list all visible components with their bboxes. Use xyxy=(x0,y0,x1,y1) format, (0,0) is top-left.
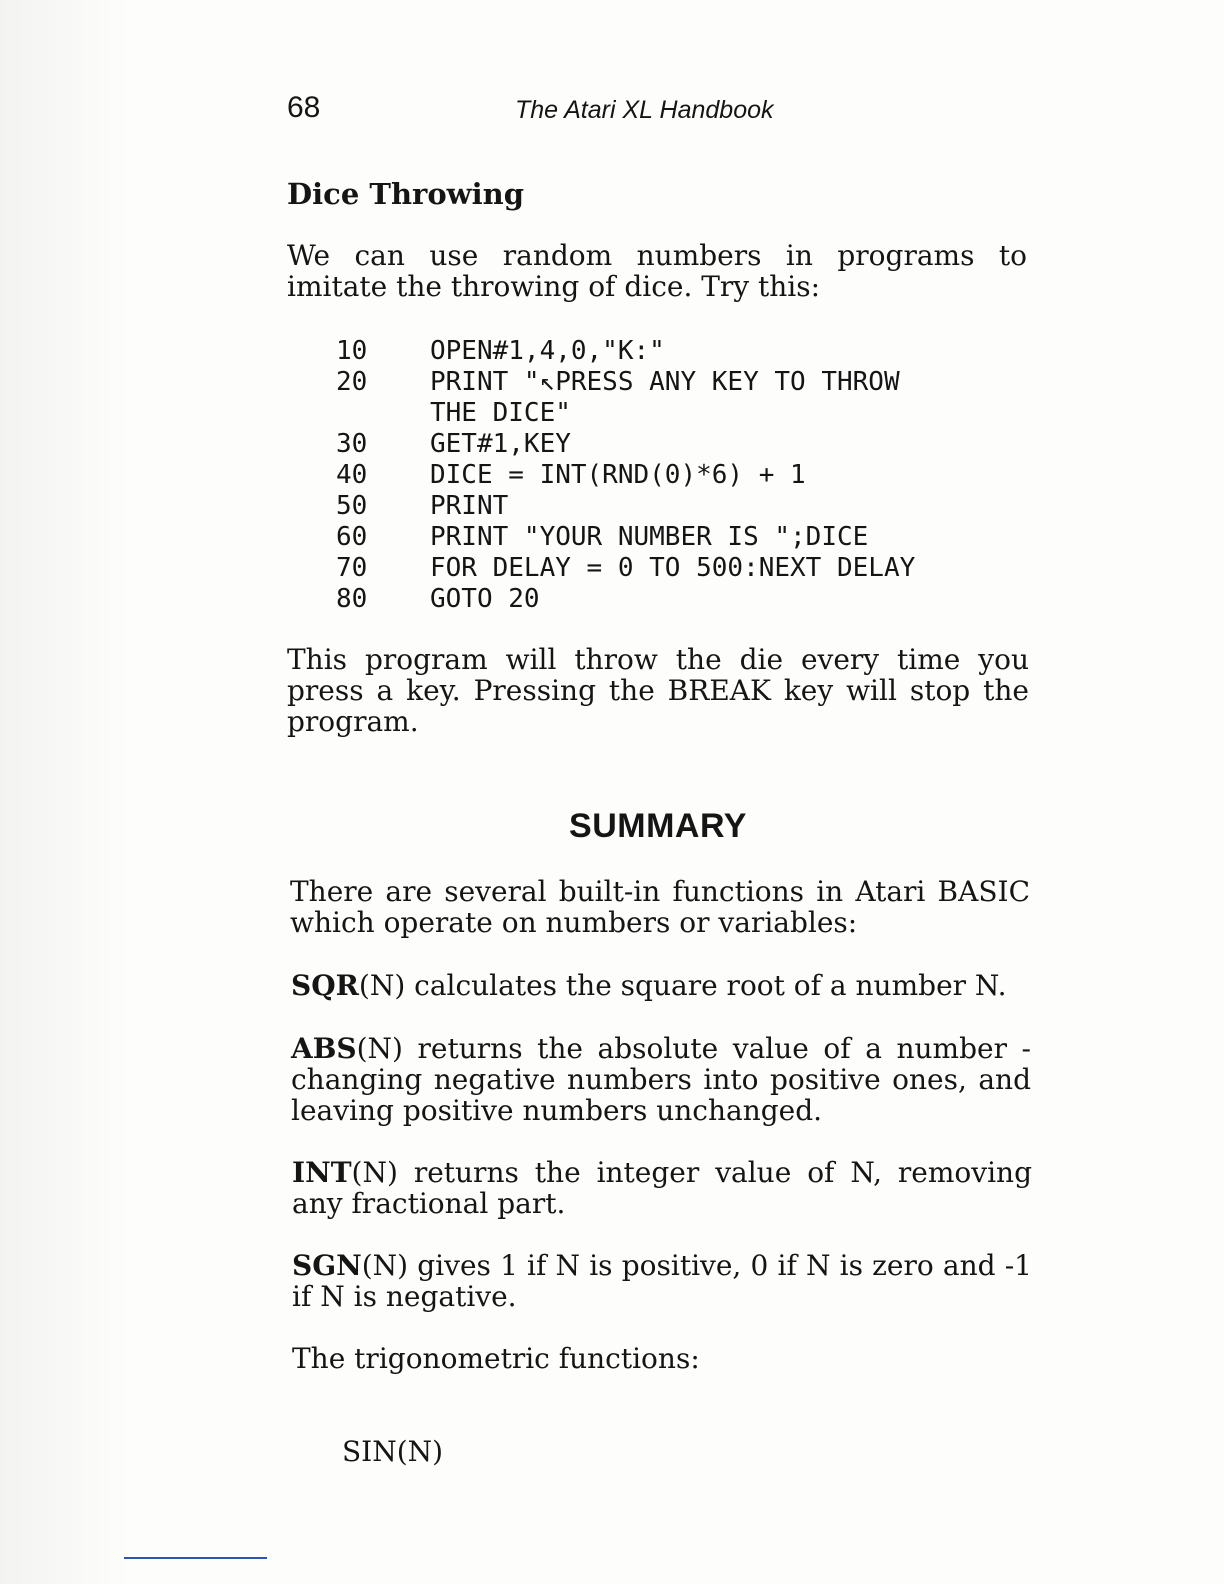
code-line xyxy=(336,522,869,553)
code-text: GET#1,KEY xyxy=(430,429,571,459)
intro-line-2: imitate the throwing of dice. Try this: xyxy=(287,270,821,303)
sin-function: SIN(N) xyxy=(342,1435,444,1468)
code-line xyxy=(336,584,540,615)
line-number: 60 xyxy=(336,522,368,552)
code-line xyxy=(336,460,806,491)
code-line xyxy=(336,491,509,522)
footer-rule xyxy=(124,1557,267,1559)
running-title: The Atari XL Handbook xyxy=(515,96,774,124)
function-text: (N) gives 1 if N is positive, 0 if N is zero and -1 if N is negative. xyxy=(292,1249,1032,1313)
trig-intro: The trigonometric functions: xyxy=(292,1342,700,1375)
code-line xyxy=(336,429,571,460)
function-name: SQR xyxy=(291,969,359,1002)
line-number: 30 xyxy=(336,429,368,459)
function-name: SGN xyxy=(292,1249,362,1282)
function-name: ABS xyxy=(291,1032,357,1065)
code-text: FOR DELAY = 0 TO 500:NEXT DELAY xyxy=(430,553,916,583)
function-int-description xyxy=(292,1157,1032,1219)
line-number: 40 xyxy=(336,460,368,490)
line-number: 10 xyxy=(336,336,368,366)
code-line xyxy=(336,398,571,429)
page-header xyxy=(287,88,1027,128)
code-text: THE DICE" xyxy=(430,398,571,428)
function-abs-description xyxy=(291,1033,1031,1126)
function-text: (N) returns the integer value of N, removing any fractional part. xyxy=(292,1156,1032,1220)
code-line xyxy=(336,336,665,367)
function-name: INT xyxy=(292,1156,352,1189)
section-title: Dice Throwing xyxy=(287,177,524,211)
code-line xyxy=(336,367,900,398)
line-number: 70 xyxy=(336,553,368,583)
intro-line-1: We can use random numbers in programs to xyxy=(287,239,1027,272)
code-text: GOTO 20 xyxy=(430,584,540,614)
program-description: This program will throw the die every time you press a key. Pressing the BREAK key will stop the program. xyxy=(287,643,1029,738)
summary-intro: There are several built-in functions in Atari BASIC which operate on numbers or variables: xyxy=(290,875,1030,939)
summary-heading: SUMMARY xyxy=(569,807,747,845)
code-text: PRINT xyxy=(430,491,509,521)
function-sqr-description xyxy=(291,970,1031,1001)
function-text: (N) returns the absolute value of a number - changing negative numbers into positive ones, and leaving positive numbers unchanged. xyxy=(291,1032,1031,1127)
line-number: 80 xyxy=(336,584,368,614)
code-text: OPEN#1,4,0,"K:" xyxy=(430,336,665,366)
function-sgn-description xyxy=(292,1250,1032,1312)
code-text: PRINT "YOUR NUMBER IS ";DICE xyxy=(430,522,869,552)
page-number: 68 xyxy=(287,91,321,124)
line-number: 50 xyxy=(336,491,368,521)
code-listing xyxy=(336,336,916,615)
code-line xyxy=(336,553,916,584)
line-number: 20 xyxy=(336,367,368,397)
function-text: (N) calculates the square root of a number N. xyxy=(358,969,1007,1002)
code-text: DICE = INT(RND(0)*6) + 1 xyxy=(430,460,806,490)
code-text: PRINT "↖PRESS ANY KEY TO THROW xyxy=(430,367,900,397)
page-edge-shadow xyxy=(0,0,130,1584)
